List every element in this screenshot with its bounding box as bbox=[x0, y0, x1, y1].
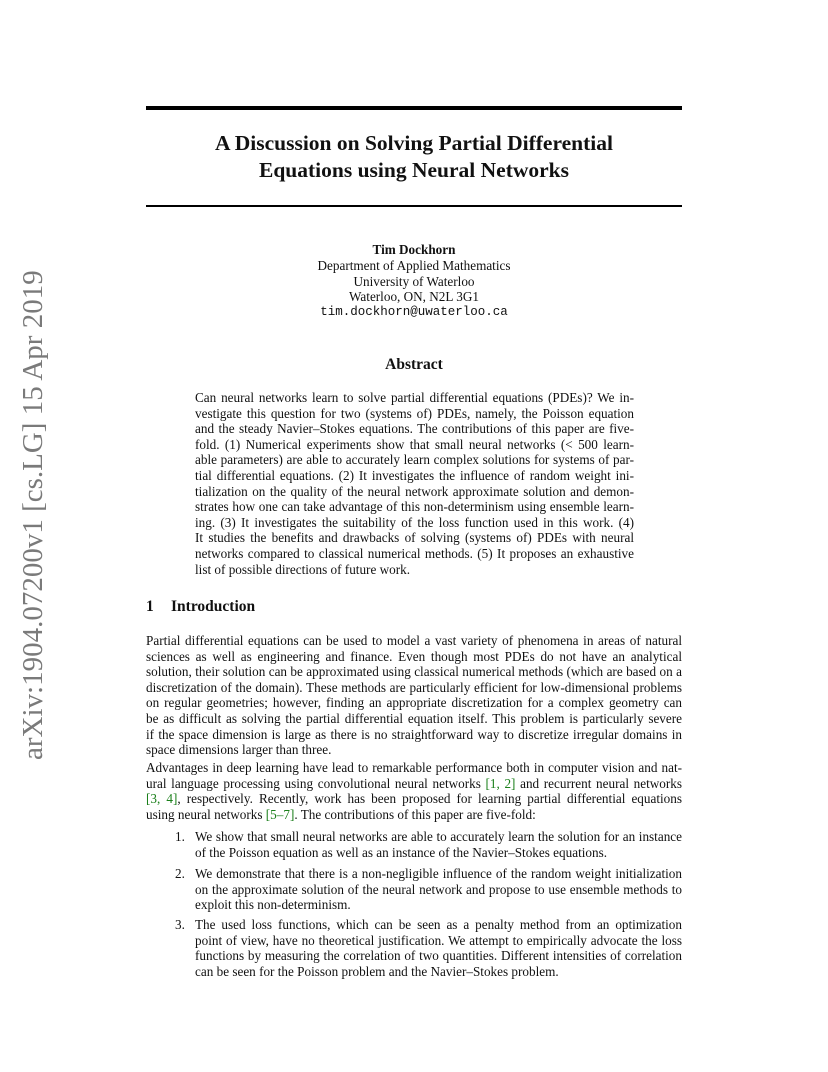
abstract-line: able parameters) are able to accurately learn complex solutions for systems of par- bbox=[195, 452, 634, 468]
text-run: ural language processing using convolutional neural networks bbox=[146, 775, 486, 791]
abstract-line: tialization on the quality of the neural network approximate solution and demon- bbox=[195, 483, 634, 499]
section-heading-introduction bbox=[146, 598, 255, 616]
author-block bbox=[146, 242, 682, 321]
paragraph-line: space dimensions larger than three. bbox=[146, 742, 332, 758]
abstract-body bbox=[195, 390, 634, 577]
intro-paragraph-1 bbox=[146, 633, 682, 758]
paragraph-line bbox=[146, 807, 682, 823]
author-university: University of Waterloo bbox=[353, 273, 475, 289]
abstract-line: tial differential equations. (2) It investigates the influence of random weight ini- bbox=[195, 467, 634, 483]
title-line-1: A Discussion on Solving Partial Differential bbox=[215, 131, 613, 155]
list-item-line: on the approximate solution of the neural network and propose to use ensemble methods to bbox=[195, 881, 682, 897]
abstract-line: vestigate this question for two (systems of) PDEs, namely, the Poisson equation bbox=[195, 405, 634, 421]
text-run: and recurrent neural networks bbox=[515, 775, 682, 791]
intro-paragraph-2 bbox=[146, 760, 682, 822]
paper-title bbox=[146, 130, 682, 184]
author-name: Tim Dockhorn bbox=[372, 242, 456, 257]
paragraph-line: solution, their solution can be approximated using classical numerical methods (which are based on a bbox=[146, 664, 682, 680]
list-item-line: functions by measuring the correlation of two quantities. Different intensities of correlation bbox=[195, 948, 682, 964]
author-department: Department of Applied Mathematics bbox=[317, 257, 511, 273]
abstract-line: It studies the benefits and drawbacks of solving (systems of) PDEs with neural bbox=[195, 530, 634, 546]
abstract-line: Can neural networks learn to solve partial differential equations (PDEs)? We in- bbox=[195, 390, 634, 405]
section-title: Introduction bbox=[171, 598, 256, 615]
author-address: Waterloo, ON, N2L 3G1 bbox=[349, 289, 479, 305]
citation-link[interactable]: [3, 4] bbox=[146, 791, 178, 807]
abstract-line: networks compared to classical numerical methods. (5) It proposes an exhaustive bbox=[195, 545, 634, 561]
paragraph-line: Partial differential equations can be used to model a vast variety of phenomena in areas of natural bbox=[146, 633, 682, 648]
paragraph-line: if the space dimension is large as there is no straightforward way to discretize irregular domains in bbox=[146, 726, 682, 742]
title-bottom-rule bbox=[146, 205, 682, 207]
arxiv-identifier: arXiv:1904.07200v1 [cs.LG] 15 Apr 2019 bbox=[17, 270, 49, 760]
paragraph-line bbox=[146, 776, 682, 792]
list-item-line: exploit this non-determinism. bbox=[195, 897, 351, 913]
list-marker: 3. bbox=[175, 917, 185, 932]
abstract-line: ing. (3) It investigates the suitability of the loss function used in this work. (4) bbox=[195, 514, 634, 530]
abstract-line: strates how one can take advantage of this non-determinism using ensemble learn- bbox=[195, 499, 634, 515]
citation-link[interactable]: [1, 2] bbox=[485, 775, 516, 791]
paragraph-line: Advantages in deep learning have lead to remarkable performance both in computer vision and nat- bbox=[146, 760, 682, 775]
abstract-line: and the steady Navier–Stokes equations. The contributions of this paper are five- bbox=[195, 421, 634, 437]
paragraph-line: be as difficult as solving the partial differential equation itself. This problem is particularly severe bbox=[146, 710, 682, 726]
abstract-line: fold. (1) Numerical experiments show that small neural networks (< 500 learn- bbox=[195, 436, 634, 452]
list-item-line: We show that small neural networks are able to accurately learn the solution for an instance bbox=[195, 829, 682, 844]
text-run: . The contributions of this paper are five-fold: bbox=[294, 806, 536, 822]
list-item-line: We demonstrate that there is a non-negligible influence of the random weight initialization bbox=[195, 866, 682, 881]
text-run: using neural networks bbox=[146, 806, 266, 822]
author-email[interactable]: tim.dockhorn@uwaterloo.ca bbox=[320, 305, 508, 320]
list-item-line: of the Poisson equation as well as an instance of the Navier–Stokes equations. bbox=[195, 844, 608, 860]
title-top-rule bbox=[146, 106, 682, 110]
paragraph-line: discretization of the domain). These methods are particularly efficient for low-dimensional problems bbox=[146, 679, 682, 695]
paragraph-line: sciences as well as engineering and finance. Even though most PDEs do not have an analytical bbox=[146, 648, 682, 664]
paragraph-line bbox=[146, 791, 682, 807]
list-marker: 2. bbox=[175, 866, 185, 881]
list-item-line: can be seen for the Poisson problem and the Navier–Stokes problem. bbox=[195, 963, 559, 979]
list-marker: 1. bbox=[175, 829, 185, 844]
abstract-heading: Abstract bbox=[385, 356, 443, 373]
list-item-line: point of view, have no theoretical justification. We attempt to empirically advocate the loss bbox=[195, 932, 682, 948]
citation-link[interactable]: [5–7] bbox=[265, 806, 295, 822]
abstract-line: list of possible directions of future work. bbox=[195, 561, 410, 577]
list-item-line: The used loss functions, which can be seen as a penalty method from an optimization bbox=[195, 917, 682, 932]
text-run: , respectively. Recently, work has been proposed for learning partial differential equations bbox=[177, 791, 682, 807]
title-line-2: Equations using Neural Networks bbox=[258, 158, 569, 182]
paragraph-line: on regular geometries; however, finding an appropriate discretization for a complex geometry can bbox=[146, 695, 682, 711]
section-number: 1 bbox=[146, 598, 154, 615]
